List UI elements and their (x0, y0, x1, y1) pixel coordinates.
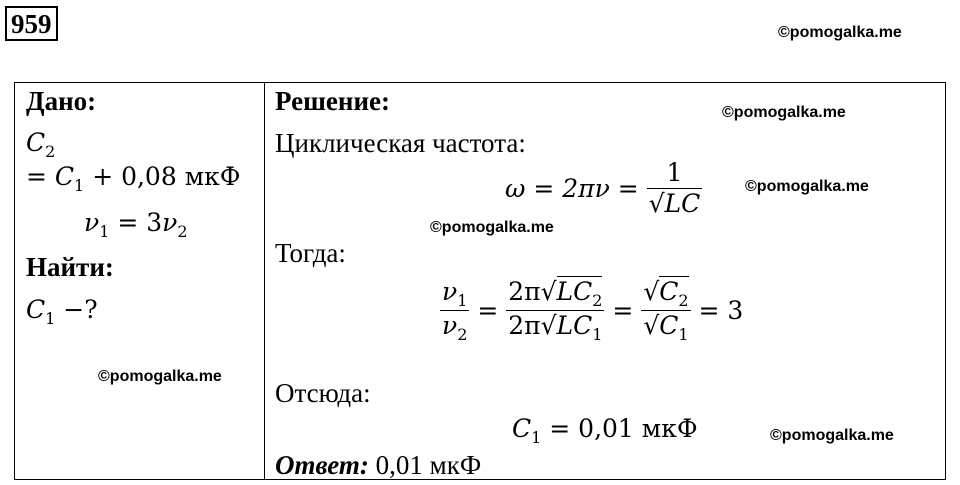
omega-formula: ω = 2πν = $\frac{1}{√LC}$ (505, 158, 701, 218)
ratio-formula: $\frac{\nu_1}{\nu_2}$ = $\frac{2\pi√LC_2}{2\pi√LC_1}$ = $\frac{√C_2}{√C_1}$ = 3 (442, 277, 744, 344)
answer-value: 0,01 мкФ (375, 450, 482, 480)
find-heading: Найти: (26, 252, 114, 282)
answer-label: Ответ: (275, 450, 369, 480)
step3-label: Отсюда: (275, 378, 371, 408)
given-c2: $C_2$ (26, 128, 56, 161)
solution-heading: Решение: (275, 86, 390, 116)
find-c1: $C_1$ −? (26, 295, 98, 328)
problem-number: 959 (5, 6, 58, 41)
answer-line (275, 450, 481, 480)
watermark: ©pomogalka.me (770, 427, 894, 444)
watermark: ©pomogalka.me (430, 219, 554, 236)
watermark: ©pomogalka.me (722, 104, 846, 121)
step1-label: Циклическая частота: (275, 128, 526, 158)
watermark: ©pomogalka.me (745, 178, 869, 195)
step2-label: Тогда: (275, 238, 346, 268)
watermark: ©pomogalka.me (98, 368, 222, 385)
given-c2-equation: = $C_1 + 0,08$ мкФ (26, 162, 241, 195)
column-divider (264, 82, 265, 480)
given-nu-relation: $\nu_1 = 3\nu_2$ (84, 208, 188, 241)
result-formula: $C_1 = 0,01$ мкФ (512, 414, 698, 447)
watermark: ©pomogalka.me (778, 24, 902, 41)
given-heading: Дано: (26, 86, 97, 116)
